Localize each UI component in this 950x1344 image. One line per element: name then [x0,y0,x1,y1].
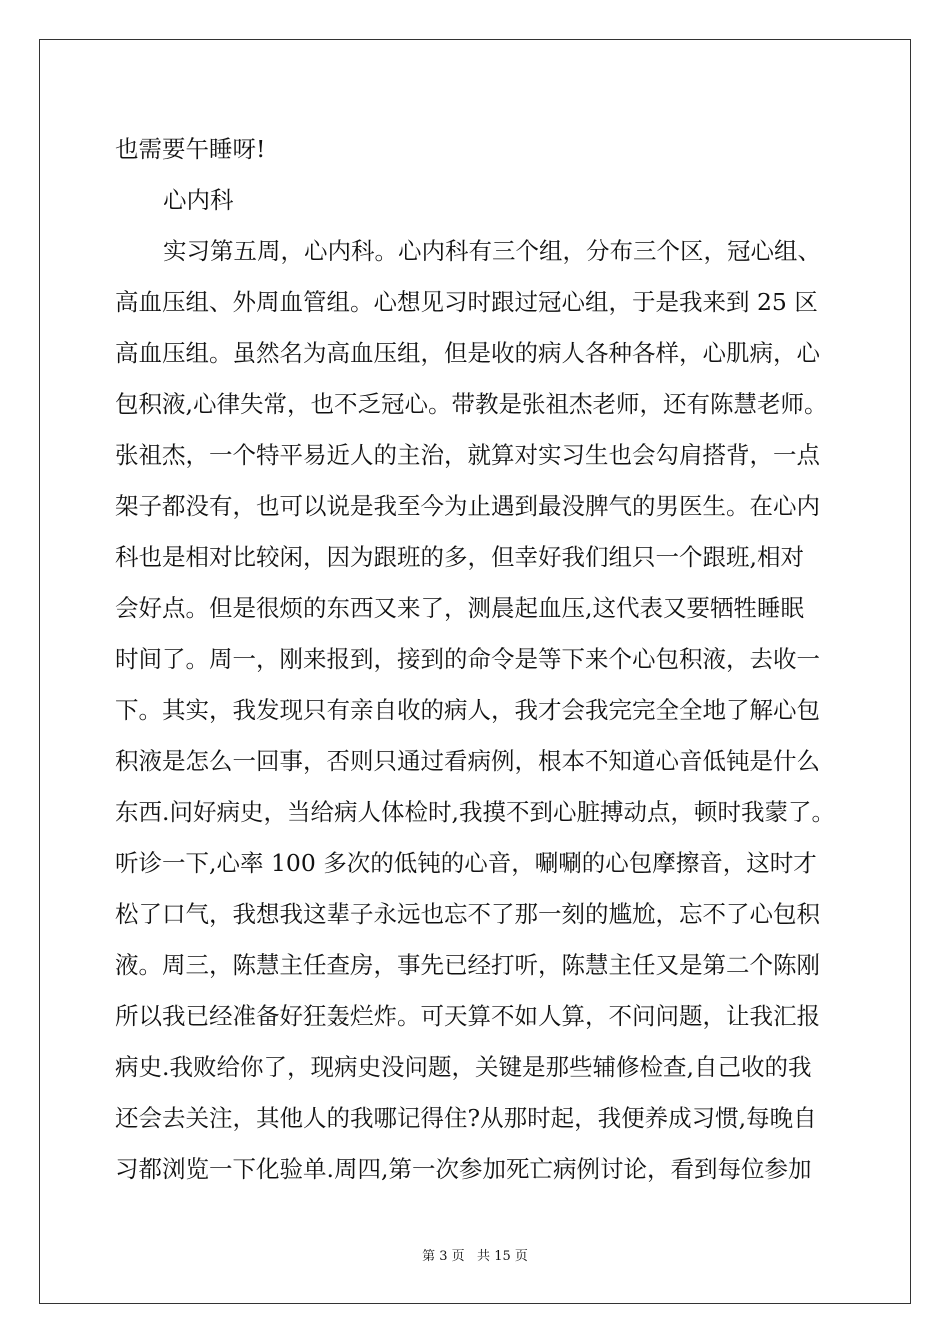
text-line: 下。其实，我发现只有亲自收的病人，我才会我完完全全地了解心包 [115,696,820,724]
page-footer: 第 3 页 共 15 页 [422,1249,528,1264]
text-line: 积液是怎么一回事，否则只通过看病例，根本不知道心音低钝是什么 [115,747,820,775]
text-line: 实习第五周，心内科。心内科有三个组，分布三个区，冠心组、 [163,237,821,265]
text-line: 习都浏览一下化验单.周四,第一次参加死亡病例讨论，看到每位参加 [115,1155,812,1183]
section-heading: 心内科 [163,186,234,214]
text-line: 会好点。但是很烦的东西又来了，测晨起血压,这代表又要牺牲睡眠 [115,594,804,622]
text-line: 病史.我败给你了，现病史没问题，关键是那些辅修检查,自己收的我 [115,1053,812,1081]
text-line: 时间了。周一，刚来报到，接到的命令是等下来个心包积液，去收一 [115,645,820,673]
text-line: 还会去关注，其他人的我哪记得住?从那时起，我便养成习惯,每晚自 [115,1104,817,1132]
text-line: 科也是相对比较闲，因为跟班的多，但幸好我们组只一个跟班,相对 [115,543,804,571]
text-line: 东西.问好病史，当给病人体检时,我摸不到心脏搏动点，顿时我蒙了。 [115,798,835,826]
text-line: 液。周三，陈慧主任查房，事先已经打听，陈慧主任又是第二个陈刚 [115,951,820,979]
text-line: 张祖杰，一个特平易近人的主治，就算对实习生也会勾肩搭背，一点 [115,441,820,469]
text-line: 所以我已经准备好狂轰烂炸。可天算不如人算，不问问题，让我汇报 [115,1002,820,1030]
text-line: 松了口气，我想我这辈子永远也忘不了那一刻的尴尬，忘不了心包积 [115,900,820,928]
text-line: 高血压组、外周血管组。心想见习时跟过冠心组，于是我来到 25 区 [115,288,818,316]
text-line: 高血压组。虽然名为高血压组，但是收的病人各种各样，心肌病，心 [115,339,820,367]
text-line: 听诊一下,心率 100 多次的低钝的心音，唰唰的心包摩擦音，这时才 [115,849,817,877]
text-line: 也需要午睡呀! [115,135,266,163]
text-line: 架子都没有，也可以说是我至今为止遇到最没脾气的男医生。在心内 [115,492,820,520]
document-body [115,124,840,1195]
text-line: 包积液,心律失常，也不乏冠心。带教是张祖杰老师，还有陈慧老师。 [115,390,828,418]
